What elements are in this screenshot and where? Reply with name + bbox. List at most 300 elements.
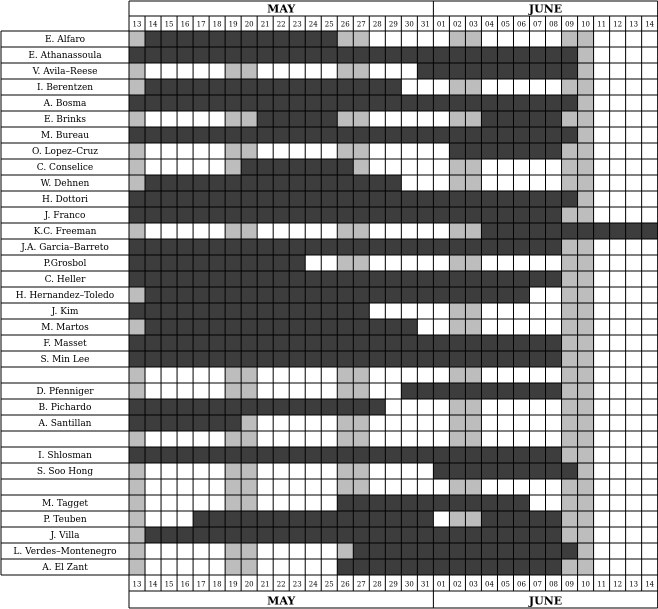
- day-cell: [145, 127, 161, 143]
- day-cell: [465, 159, 481, 175]
- day-cell: [578, 527, 594, 543]
- day-cell: [385, 95, 401, 111]
- day-cell: [417, 479, 433, 495]
- day-cell: [193, 63, 209, 79]
- day-cell: [321, 303, 337, 319]
- day-cell: [497, 79, 513, 95]
- day-cell: [289, 319, 305, 335]
- day-cell: [177, 383, 193, 399]
- day-cell: [385, 303, 401, 319]
- day-cell: [497, 351, 513, 367]
- day-cell: [369, 463, 385, 479]
- day-cell: [321, 191, 337, 207]
- day-cell: [610, 287, 626, 303]
- day-cell: [225, 463, 241, 479]
- day-cell: [546, 319, 562, 335]
- day-label-bottom: 30: [404, 580, 414, 589]
- day-cell: [481, 63, 497, 79]
- day-cell: [273, 495, 289, 511]
- day-cell: [161, 319, 177, 335]
- day-cell: [530, 463, 546, 479]
- day-cell: [241, 511, 257, 527]
- day-cell: [594, 447, 610, 463]
- day-cell: [530, 447, 546, 463]
- day-cell: [369, 399, 385, 415]
- day-cell: [177, 447, 193, 463]
- day-cell: [273, 239, 289, 255]
- day-cell: [161, 399, 177, 415]
- day-cell: [401, 303, 417, 319]
- day-cell: [369, 415, 385, 431]
- day-cell: [578, 287, 594, 303]
- day-cell: [642, 511, 658, 527]
- day-cell: [562, 63, 578, 79]
- day-label-top: 17: [196, 20, 206, 29]
- day-label-bottom: 06: [517, 580, 526, 589]
- day-cell: [225, 191, 241, 207]
- day-cell: [129, 191, 145, 207]
- day-cell: [497, 223, 513, 239]
- day-cell: [530, 495, 546, 511]
- day-cell: [626, 319, 642, 335]
- day-cell: [417, 127, 433, 143]
- participant-name: J. Franco: [44, 211, 86, 222]
- day-cell: [449, 143, 465, 159]
- day-cell: [610, 559, 626, 575]
- day-cell: [385, 271, 401, 287]
- day-cell: [337, 31, 353, 47]
- day-cell: [193, 479, 209, 495]
- day-cell: [289, 383, 305, 399]
- participant-name: V. Avila–Reese: [32, 67, 98, 78]
- day-cell: [594, 511, 610, 527]
- day-cell: [594, 223, 610, 239]
- participant-name: I. Berentzen: [36, 83, 94, 94]
- day-cell: [145, 351, 161, 367]
- day-cell: [193, 223, 209, 239]
- day-cell: [433, 319, 449, 335]
- day-cell: [562, 143, 578, 159]
- day-cell: [337, 415, 353, 431]
- day-cell: [449, 175, 465, 191]
- day-cell: [449, 79, 465, 95]
- day-cell: [610, 463, 626, 479]
- day-cell: [546, 223, 562, 239]
- day-cell: [546, 495, 562, 511]
- day-cell: [145, 79, 161, 95]
- day-cell: [449, 495, 465, 511]
- day-label-bottom: 16: [180, 580, 190, 589]
- day-cell: [594, 239, 610, 255]
- day-cell: [369, 383, 385, 399]
- day-cell: [305, 479, 321, 495]
- day-cell: [209, 351, 225, 367]
- day-cell: [433, 335, 449, 351]
- day-label-bottom: 24: [308, 580, 318, 589]
- day-cell: [594, 79, 610, 95]
- day-cell: [497, 511, 513, 527]
- day-label-bottom: 28: [372, 580, 382, 589]
- day-cell: [562, 543, 578, 559]
- day-cell: [610, 191, 626, 207]
- day-cell: [129, 143, 145, 159]
- day-cell: [145, 31, 161, 47]
- day-cell: [497, 47, 513, 63]
- day-cell: [546, 143, 562, 159]
- day-cell: [289, 47, 305, 63]
- day-cell: [481, 127, 497, 143]
- day-cell: [481, 95, 497, 111]
- participant-name: J. Villa: [50, 531, 80, 542]
- day-cell: [273, 111, 289, 127]
- day-cell: [610, 223, 626, 239]
- day-cell: [610, 175, 626, 191]
- day-cell: [465, 95, 481, 111]
- day-cell: [562, 239, 578, 255]
- day-cell: [497, 367, 513, 383]
- day-cell: [401, 255, 417, 271]
- day-cell: [161, 527, 177, 543]
- day-cell: [145, 159, 161, 175]
- day-cell: [401, 399, 417, 415]
- day-label-bottom: 22: [276, 580, 286, 589]
- day-cell: [385, 479, 401, 495]
- day-cell: [449, 207, 465, 223]
- day-label-bottom: 26: [340, 580, 350, 589]
- day-cell: [193, 559, 209, 575]
- day-cell: [145, 191, 161, 207]
- day-cell: [369, 543, 385, 559]
- day-cell: [145, 143, 161, 159]
- day-cell: [129, 271, 145, 287]
- day-label-bottom: 14: [148, 580, 158, 589]
- day-cell: [273, 47, 289, 63]
- day-cell: [385, 415, 401, 431]
- day-cell: [289, 79, 305, 95]
- day-cell: [433, 383, 449, 399]
- day-cell: [513, 415, 529, 431]
- day-cell: [353, 223, 369, 239]
- day-cell: [642, 95, 658, 111]
- day-cell: [417, 415, 433, 431]
- day-cell: [626, 447, 642, 463]
- day-cell: [481, 415, 497, 431]
- day-label-top: 21: [260, 20, 270, 29]
- participant-name: J. Kim: [51, 307, 79, 318]
- day-cell: [578, 559, 594, 575]
- day-cell: [417, 143, 433, 159]
- day-cell: [289, 303, 305, 319]
- day-cell: [273, 415, 289, 431]
- day-cell: [562, 559, 578, 575]
- day-label-top: 24: [308, 20, 318, 29]
- day-cell: [337, 479, 353, 495]
- day-cell: [626, 399, 642, 415]
- day-cell: [241, 271, 257, 287]
- day-cell: [161, 559, 177, 575]
- participant-name: S. Min Lee: [40, 355, 90, 366]
- day-cell: [145, 111, 161, 127]
- day-cell: [449, 367, 465, 383]
- day-cell: [433, 447, 449, 463]
- day-cell: [321, 351, 337, 367]
- day-cell: [337, 271, 353, 287]
- day-cell: [305, 31, 321, 47]
- day-cell: [401, 319, 417, 335]
- day-cell: [193, 463, 209, 479]
- day-cell: [161, 207, 177, 223]
- day-cell: [497, 127, 513, 143]
- day-cell: [610, 255, 626, 271]
- day-cell: [578, 399, 594, 415]
- participant-name: A. El Zant: [42, 563, 88, 574]
- day-cell: [321, 463, 337, 479]
- day-cell: [578, 159, 594, 175]
- day-cell: [642, 127, 658, 143]
- day-cell: [353, 511, 369, 527]
- participant-name: C. Heller: [44, 275, 86, 286]
- day-cell: [433, 367, 449, 383]
- day-cell: [273, 543, 289, 559]
- day-cell: [369, 367, 385, 383]
- day-cell: [209, 399, 225, 415]
- day-label-bottom: 31: [420, 580, 430, 589]
- day-cell: [145, 495, 161, 511]
- day-cell: [642, 271, 658, 287]
- day-cell: [562, 367, 578, 383]
- day-cell: [241, 143, 257, 159]
- day-cell: [417, 31, 433, 47]
- day-cell: [433, 95, 449, 111]
- day-cell: [449, 95, 465, 111]
- day-cell: [401, 495, 417, 511]
- day-cell: [610, 495, 626, 511]
- day-cell: [626, 31, 642, 47]
- day-cell: [177, 255, 193, 271]
- day-cell: [225, 543, 241, 559]
- day-cell: [642, 479, 658, 495]
- day-cell: [225, 239, 241, 255]
- day-cell: [305, 271, 321, 287]
- day-cell: [353, 543, 369, 559]
- day-cell: [594, 399, 610, 415]
- day-cell: [321, 47, 337, 63]
- day-cell: [530, 415, 546, 431]
- day-cell: [465, 415, 481, 431]
- day-cell: [481, 351, 497, 367]
- day-cell: [337, 239, 353, 255]
- day-cell: [353, 479, 369, 495]
- day-cell: [433, 127, 449, 143]
- day-label-top: 12: [613, 20, 623, 29]
- day-cell: [225, 255, 241, 271]
- day-cell: [129, 415, 145, 431]
- day-cell: [337, 495, 353, 511]
- day-cell: [209, 95, 225, 111]
- day-label-top: 26: [340, 20, 350, 29]
- day-cell: [481, 207, 497, 223]
- day-cell: [465, 143, 481, 159]
- day-cell: [610, 399, 626, 415]
- day-cell: [433, 31, 449, 47]
- participant-name: H. Hernandez–Toledo: [15, 291, 115, 302]
- day-cell: [145, 383, 161, 399]
- day-cell: [369, 191, 385, 207]
- day-cell: [193, 543, 209, 559]
- day-cell: [594, 367, 610, 383]
- day-cell: [321, 143, 337, 159]
- day-cell: [481, 367, 497, 383]
- day-cell: [578, 543, 594, 559]
- day-cell: [401, 63, 417, 79]
- day-cell: [626, 495, 642, 511]
- day-cell: [177, 175, 193, 191]
- day-cell: [241, 495, 257, 511]
- day-cell: [369, 495, 385, 511]
- day-cell: [193, 95, 209, 111]
- day-cell: [465, 127, 481, 143]
- day-label-top: 14: [645, 20, 655, 29]
- day-cell: [241, 111, 257, 127]
- day-cell: [449, 479, 465, 495]
- day-cell: [257, 239, 273, 255]
- day-cell: [273, 159, 289, 175]
- day-cell: [225, 527, 241, 543]
- day-cell: [321, 271, 337, 287]
- day-cell: [129, 527, 145, 543]
- day-cell: [177, 287, 193, 303]
- day-cell: [417, 431, 433, 447]
- day-cell: [369, 287, 385, 303]
- day-cell: [385, 239, 401, 255]
- day-cell: [513, 335, 529, 351]
- day-cell: [626, 367, 642, 383]
- day-cell: [369, 159, 385, 175]
- day-cell: [385, 399, 401, 415]
- participant-name: O. Lopez–Cruz: [31, 147, 99, 158]
- day-cell: [562, 47, 578, 63]
- day-cell: [578, 127, 594, 143]
- day-cell: [481, 431, 497, 447]
- day-cell: [209, 287, 225, 303]
- day-cell: [401, 463, 417, 479]
- day-cell: [642, 319, 658, 335]
- day-cell: [497, 559, 513, 575]
- day-cell: [289, 351, 305, 367]
- day-cell: [417, 463, 433, 479]
- participant-name: H. Dottori: [41, 195, 89, 206]
- day-cell: [401, 127, 417, 143]
- day-cell: [193, 207, 209, 223]
- day-label-top: 22: [276, 20, 286, 29]
- participant-name: S. Soo Hong: [36, 467, 94, 478]
- day-cell: [257, 335, 273, 351]
- day-cell: [193, 511, 209, 527]
- day-cell: [321, 239, 337, 255]
- day-cell: [225, 223, 241, 239]
- day-label-bottom: 25: [324, 580, 334, 589]
- day-cell: [578, 479, 594, 495]
- day-cell: [193, 191, 209, 207]
- day-cell: [417, 351, 433, 367]
- day-cell: [562, 383, 578, 399]
- day-cell: [578, 351, 594, 367]
- day-cell: [626, 287, 642, 303]
- day-cell: [305, 223, 321, 239]
- day-cell: [546, 463, 562, 479]
- day-cell: [578, 143, 594, 159]
- day-cell: [594, 335, 610, 351]
- day-cell: [530, 287, 546, 303]
- day-cell: [433, 543, 449, 559]
- day-cell: [610, 383, 626, 399]
- day-cell: [369, 431, 385, 447]
- day-cell: [610, 527, 626, 543]
- day-cell: [610, 415, 626, 431]
- day-cell: [177, 543, 193, 559]
- day-cell: [353, 367, 369, 383]
- day-cell: [273, 479, 289, 495]
- day-cell: [562, 287, 578, 303]
- day-cell: [129, 79, 145, 95]
- day-cell: [129, 319, 145, 335]
- day-cell: [530, 191, 546, 207]
- day-label-bottom: 11: [597, 580, 607, 589]
- day-cell: [449, 383, 465, 399]
- day-cell: [129, 239, 145, 255]
- day-cell: [626, 223, 642, 239]
- day-cell: [417, 79, 433, 95]
- day-cell: [546, 527, 562, 543]
- day-cell: [401, 367, 417, 383]
- day-cell: [530, 351, 546, 367]
- day-cell: [129, 255, 145, 271]
- day-cell: [129, 31, 145, 47]
- day-cell: [161, 303, 177, 319]
- day-cell: [530, 239, 546, 255]
- day-cell: [417, 543, 433, 559]
- day-label-bottom: 27: [356, 580, 366, 589]
- day-cell: [241, 287, 257, 303]
- day-cell: [273, 143, 289, 159]
- day-cell: [337, 159, 353, 175]
- day-cell: [337, 207, 353, 223]
- day-cell: [417, 319, 433, 335]
- day-cell: [578, 79, 594, 95]
- day-cell: [610, 351, 626, 367]
- day-cell: [610, 95, 626, 111]
- day-cell: [225, 447, 241, 463]
- day-cell: [433, 207, 449, 223]
- day-cell: [594, 383, 610, 399]
- day-cell: [289, 31, 305, 47]
- day-cell: [530, 111, 546, 127]
- day-cell: [337, 511, 353, 527]
- day-cell: [337, 447, 353, 463]
- day-cell: [145, 287, 161, 303]
- day-cell: [385, 367, 401, 383]
- day-cell: [497, 383, 513, 399]
- day-cell: [225, 303, 241, 319]
- day-cell: [353, 431, 369, 447]
- day-cell: [289, 287, 305, 303]
- day-label-bottom: 09: [565, 580, 575, 589]
- day-cell: [530, 559, 546, 575]
- day-cell: [321, 543, 337, 559]
- day-cell: [594, 111, 610, 127]
- day-cell: [209, 559, 225, 575]
- day-cell: [225, 127, 241, 143]
